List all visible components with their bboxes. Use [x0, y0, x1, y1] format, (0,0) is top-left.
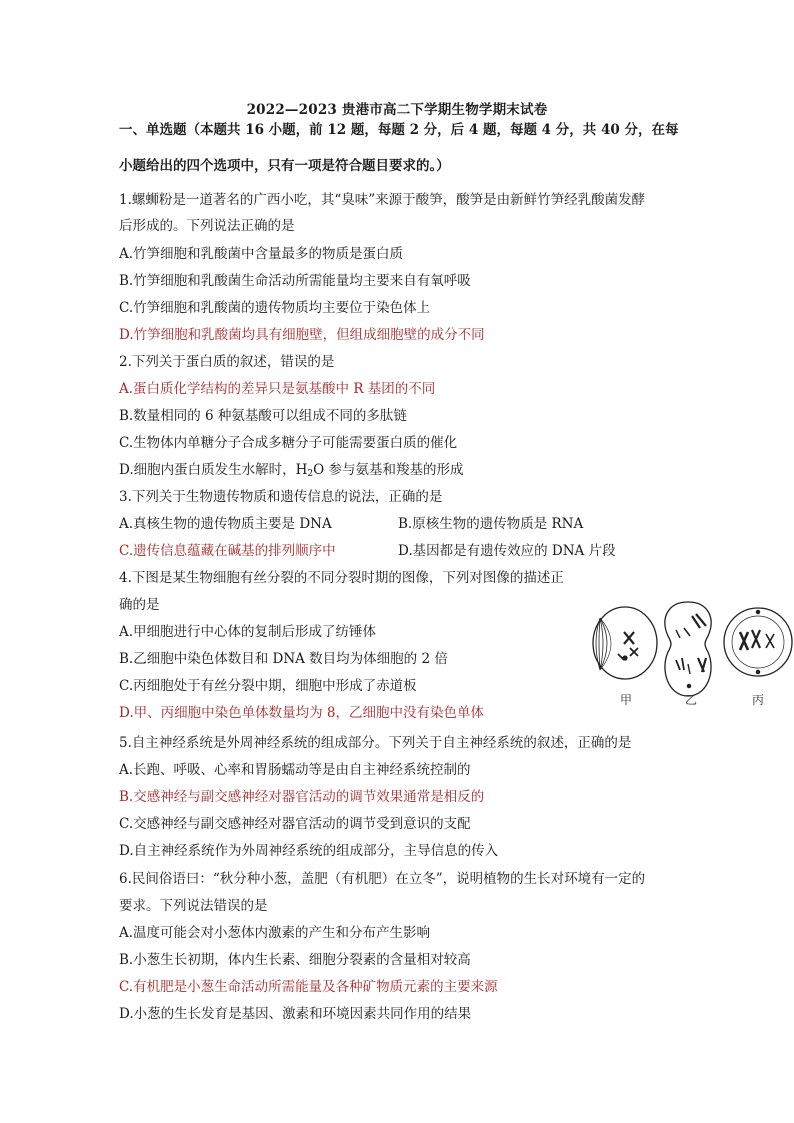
- q4-option-c: C.丙细胞处于有丝分裂中期，细胞中形成了赤道板: [119, 678, 417, 694]
- q1-stem-line2: 后形成的。下列说法正确的是: [119, 218, 295, 234]
- q2-option-d-text-end: O 参与氨基和羧基的形成: [313, 462, 464, 478]
- q3-option-c: C.遗传信息蕴藏在碱基的排列顺序中: [119, 543, 336, 559]
- q3-option-d: D.基因都是有遗传效应的 DNA 片段: [398, 543, 616, 559]
- q2-subscript: 2: [307, 469, 314, 479]
- q6-option-d: D.小葱的生长发育是基因、激素和环境因素共同作用的结果: [119, 1006, 472, 1022]
- q4-option-d: D.甲、丙细胞中染色单体数量均为 8，乙细胞中没有染色单体: [119, 705, 485, 721]
- q5-option-b: B.交感神经与副交感神经对器官活动的调节效果通常是相反的: [119, 789, 485, 805]
- q2-option-b: B.数量相同的 6 种氨基酸可以组成不同的多肽链: [119, 408, 407, 424]
- exam-title: 2022—2023 贵港市高二下学期生物学期末试卷: [246, 102, 548, 118]
- q2-stem: 2.下列关于蛋白质的叙述，错误的是: [119, 354, 335, 370]
- fig-label-jia: 甲: [620, 693, 633, 707]
- cell-bing: [724, 608, 792, 676]
- q3-option-b: B.原核生物的遗传物质是 RNA: [398, 516, 584, 532]
- q5-option-a: A.长跑、呼吸、心率和胃肠蠕动等是由自主神经系统控制的: [119, 762, 471, 778]
- q2-option-d-text: D.细胞内蛋白质发生水解时，H: [119, 462, 308, 478]
- q5-option-c: C.交感神经与副交感神经对器官活动的调节受到意识的支配: [119, 816, 471, 832]
- mitosis-figure: [588, 598, 794, 708]
- q1-option-c: C.竹笋细胞和乳酸菌的遗传物质均主要位于染色体上: [119, 300, 431, 316]
- q4-stem-line2: 确的是: [119, 597, 160, 613]
- cell-jia: [593, 607, 657, 679]
- q5-stem: 5.自主神经系统是外周神经系统的组成部分。下列关于自主神经系统的叙述，正确的是: [119, 735, 632, 751]
- q3-option-a: A.真核生物的遗传物质主要是 DNA: [119, 516, 332, 532]
- q3-stem: 3.下列关于生物遗传物质和遗传信息的说法，正确的是: [119, 489, 443, 505]
- q2-option-d: [119, 460, 464, 480]
- section-heading-line2: 小题给出的四个选项中，只有一项是符合题目要求的。）: [119, 158, 450, 174]
- q5-option-d: D.自主神经系统作为外周神经系统的组成部分，主导信息的传入: [119, 843, 499, 859]
- q6-option-a: A.温度可能会对小葱体内激素的产生和分布产生影响: [119, 925, 431, 941]
- q2-option-c: C.生物体内单糖分子合成多糖分子可能需要蛋白质的催化: [119, 435, 458, 451]
- q6-option-c: C.有机肥是小葱生命活动所需能量及各种矿物质元素的主要来源: [119, 979, 498, 995]
- q1-option-a: A.竹笋细胞和乳酸菌中含量最多的物质是蛋白质: [119, 246, 404, 262]
- q1-option-b: B.竹笋细胞和乳酸菌生命活动所需能量均主要来自有氧呼吸: [119, 273, 471, 289]
- fig-label-bing: 丙: [752, 693, 765, 707]
- q6-option-b: B.小葱生长初期，体内生长素、细胞分裂素的含量相对较高: [119, 952, 471, 968]
- cell-yi: [665, 602, 711, 696]
- q2-option-a: A.蛋白质化学结构的差异只是氨基酸中 R 基团的不同: [119, 381, 436, 397]
- q1-stem-line1: 1.螺蛳粉是一道著名的广西小吃，其“臭味”来源于酸笋，酸笋是由新鲜竹笋经乳酸菌发酵: [119, 192, 646, 208]
- fig-label-yi: 乙: [685, 693, 698, 707]
- q4-stem-line1: 4.下图是某生物细胞有丝分裂的不同分裂时期的图像，下列对图像的描述正: [119, 570, 564, 586]
- q1-option-d: D.竹笋细胞和乳酸菌均具有细胞壁，但组成细胞壁的成分不同: [119, 327, 485, 343]
- q4-option-b: B.乙细胞中染色体数目和 DNA 数目均为体细胞的 2 倍: [119, 651, 448, 667]
- section-heading-line1: 一、单选题（本题共 16 小题，前 12 题，每题 2 分，后 4 题，每题 4 分，共 40 分，在每: [119, 122, 679, 138]
- q6-stem-line1: 6.民间俗语曰：“秋分种小葱，盖肥（有机肥）在立冬”，说明植物的生长对环境有一定的: [119, 871, 646, 887]
- q4-option-a: A.甲细胞进行中心体的复制后形成了纺锤体: [119, 624, 377, 640]
- q6-stem-line2: 要求。下列说法错误的是: [119, 898, 268, 914]
